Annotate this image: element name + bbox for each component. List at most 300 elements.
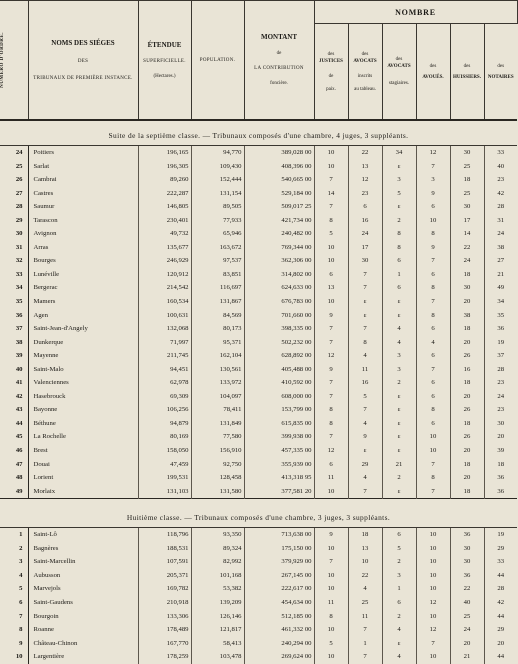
table-row (0, 444, 517, 458)
table-cell: ε (382, 430, 416, 444)
table-cell: 89,505 (191, 200, 244, 214)
table-cell: Hasebrouck (28, 390, 138, 404)
table-cell: 97,537 (191, 254, 244, 268)
table-cell: 7 (314, 173, 348, 187)
table-cell: 13 (314, 281, 348, 295)
table-cell: 9 (314, 528, 348, 542)
header-nombre: NOMBRE (314, 1, 517, 24)
table-cell: 133,306 (138, 610, 191, 624)
table-cell: 24 (348, 227, 382, 241)
table-cell: 23 (497, 176, 505, 184)
table-cell: 94,879 (138, 417, 191, 431)
table-cell: 20 (450, 444, 484, 458)
table-cell: 160,534 (138, 295, 191, 309)
table-cell: 12 (314, 349, 348, 363)
table-cell: 26 (450, 430, 484, 444)
table-cell: 7 (416, 485, 450, 499)
table-cell: 454,634 00 (244, 596, 314, 610)
table-cell: 10 (416, 610, 450, 624)
table-cell: 84,569 (191, 309, 244, 323)
table-cell: ε (382, 200, 416, 214)
table-cell: 12 (416, 596, 450, 610)
table-cell: 18 (450, 417, 484, 431)
table-cell: 36 (450, 569, 484, 583)
table-cell: 18 (450, 268, 484, 282)
table-cell: ε (382, 485, 416, 499)
table-row (0, 542, 517, 556)
table-cell: 25 (450, 610, 484, 624)
table-cell: 38 (497, 243, 505, 251)
table-cell: 80,169 (138, 430, 191, 444)
table-cell: 11 (348, 363, 382, 377)
table-cell: 25 (0, 160, 28, 174)
table-cell: 19 (497, 338, 505, 346)
table-cell: 9 (0, 637, 28, 651)
table-cell: 5 (382, 542, 416, 556)
table-cell: 44 (497, 653, 505, 661)
table-body (0, 120, 517, 664)
table-cell: 83,851 (191, 268, 244, 282)
table-cell: 529,184 00 (244, 187, 314, 201)
table-cell: ε (382, 637, 416, 651)
table-cell: 18 (450, 485, 484, 499)
table-cell: 131,103 (138, 485, 191, 499)
table-cell: 36 (0, 309, 28, 323)
table-cell: 210,918 (138, 596, 191, 610)
table-cell: 37 (0, 322, 28, 336)
table-row (0, 146, 517, 160)
table-cell: 222,617 00 (244, 582, 314, 596)
table-cell: 5 (348, 390, 382, 404)
table-cell: Mayenne (28, 349, 138, 363)
table-cell: 25 (450, 160, 484, 174)
table-cell: 12 (416, 623, 450, 637)
table-cell: 21 (382, 458, 416, 472)
table-cell: 10 (416, 430, 450, 444)
table-cell: 24 (497, 230, 505, 238)
table-cell: Béthune (28, 417, 138, 431)
table-cell: 33 (497, 558, 505, 566)
table-cell: 457,335 00 (244, 444, 314, 458)
table-cell: 30 (450, 281, 484, 295)
table-cell: 4 (348, 471, 382, 485)
table-cell: 10 (314, 542, 348, 556)
table-cell: 131,849 (191, 417, 244, 431)
table-cell: 9 (314, 363, 348, 377)
table-cell: 199,531 (138, 471, 191, 485)
table-cell: 40 (497, 162, 505, 170)
table-cell: 82,992 (191, 555, 244, 569)
table-cell: 89,260 (138, 173, 191, 187)
table-cell: 20 (450, 471, 484, 485)
table-cell: 461,332 00 (244, 623, 314, 637)
table-cell: 2 (382, 214, 416, 228)
table-cell: 10 (416, 214, 450, 228)
table-cell: 269,624 00 (244, 650, 314, 664)
table-header (0, 1, 517, 121)
table-cell: 7 (314, 322, 348, 336)
table-cell: 379,929 00 (244, 555, 314, 569)
table-cell: 377,581 20 (244, 485, 314, 499)
table-cell: 205,371 (138, 569, 191, 583)
table-cell: 58,413 (191, 637, 244, 651)
table-cell: 21 (497, 270, 505, 278)
table-cell: 153,799 00 (244, 403, 314, 417)
table-cell: 22 (450, 241, 484, 255)
table-cell: Bourges (28, 254, 138, 268)
table-row (0, 458, 517, 472)
table-cell: 26 (450, 349, 484, 363)
table-cell: Arras (28, 241, 138, 255)
table-cell: 169,782 (138, 582, 191, 596)
table-cell: 7 (314, 555, 348, 569)
section-title-row (0, 503, 517, 528)
table-cell: 10 (314, 241, 348, 255)
table-cell: 9 (416, 241, 450, 255)
table-row (0, 295, 517, 309)
table-row (0, 227, 517, 241)
table-cell: 21 (450, 650, 484, 664)
table-cell: 7 (416, 363, 450, 377)
table-cell: Morlaix (28, 485, 138, 499)
table-cell: Avignon (28, 227, 138, 241)
table-cell: 267,145 00 (244, 569, 314, 583)
table-cell: 43 (0, 403, 28, 417)
table-cell: 769,344 00 (244, 241, 314, 255)
table-cell: Bagnères (28, 542, 138, 556)
table-cell: Mamers (28, 295, 138, 309)
table-cell: 8 (416, 403, 450, 417)
table-cell: 47,459 (138, 458, 191, 472)
table-cell: 13 (348, 160, 382, 174)
table-cell: 120,912 (138, 268, 191, 282)
table-row (0, 268, 517, 282)
table-cell: 48 (0, 471, 28, 485)
table-cell: 139,209 (191, 596, 244, 610)
table-cell: 7 (348, 403, 382, 417)
table-cell: 240,482 00 (244, 227, 314, 241)
table-cell: Dunkerque (28, 336, 138, 350)
table-cell: 78,411 (191, 403, 244, 417)
table-row (0, 160, 517, 174)
table-row (0, 187, 517, 201)
table-cell: Castres (28, 187, 138, 201)
table-cell: 20 (450, 390, 484, 404)
table-cell: 135,677 (138, 241, 191, 255)
table-cell: 6 (314, 458, 348, 472)
table-cell: 103,478 (191, 650, 244, 664)
table-cell: 33 (0, 268, 28, 282)
table-cell: 10 (416, 650, 450, 664)
table-cell: Lorient (28, 471, 138, 485)
table-cell: 104,097 (191, 390, 244, 404)
header-justices: des JUSTICES de paix. (314, 24, 348, 121)
table-cell: 93,350 (191, 528, 244, 542)
header-numero: NUMÉRO D'ORDRE. (0, 1, 28, 121)
table-cell: 30 (450, 200, 484, 214)
table-cell: ε (382, 444, 416, 458)
table-cell: 18 (497, 460, 505, 468)
table-cell: 1 (382, 268, 416, 282)
table-cell: 6 (416, 349, 450, 363)
table-cell: 10 (416, 444, 450, 458)
table-cell: 29 (497, 544, 505, 552)
table-cell: 69,309 (138, 390, 191, 404)
table-cell: 8 (416, 281, 450, 295)
table-cell: 49,732 (138, 227, 191, 241)
table-cell: 701,660 00 (244, 309, 314, 323)
table-cell: 4 (348, 582, 382, 596)
table-cell: 27 (0, 187, 28, 201)
table-row (0, 173, 517, 187)
table-cell: 413,318 95 (244, 471, 314, 485)
table-row (0, 403, 517, 417)
table-cell: 2 (382, 471, 416, 485)
table-cell: 39 (497, 447, 505, 455)
table-cell: 33 (497, 149, 505, 156)
table-cell: 8 (348, 336, 382, 350)
table-cell: 77,933 (191, 214, 244, 228)
table-cell: 49 (0, 485, 28, 499)
table-cell: 2 (0, 542, 28, 556)
table-cell: 608,000 00 (244, 390, 314, 404)
table-cell: 23 (348, 187, 382, 201)
table-cell: 107,591 (138, 555, 191, 569)
table-cell: ε (348, 295, 382, 309)
table-cell: Largentière (28, 650, 138, 664)
table-cell: Tarascon (28, 214, 138, 228)
table-row (0, 471, 517, 485)
table-cell: 71,997 (138, 336, 191, 350)
table-cell: 178,489 (138, 623, 191, 637)
table-cell: 49 (497, 284, 505, 292)
table-cell: Saint-Marcellin (28, 555, 138, 569)
table-cell: 17 (450, 214, 484, 228)
table-cell: 18 (450, 376, 484, 390)
table-cell: 8 (416, 309, 450, 323)
table-cell: 8 (314, 610, 348, 624)
table-cell: 23 (497, 379, 505, 387)
table-cell: 30 (450, 555, 484, 569)
table-cell: 7 (348, 623, 382, 637)
table-cell: 29 (348, 458, 382, 472)
table-cell: 5 (314, 637, 348, 651)
table-row (0, 376, 517, 390)
table-cell: 34 (382, 146, 416, 160)
table-cell: 146,805 (138, 200, 191, 214)
table-cell: 196,305 (138, 160, 191, 174)
table-cell: 30 (497, 419, 505, 427)
table-cell: 95,371 (191, 336, 244, 350)
table-cell: 23 (497, 406, 505, 414)
table-cell: 6 (382, 528, 416, 542)
table-cell: 14 (450, 227, 484, 241)
table-cell: 12 (416, 146, 450, 160)
table-cell: 45 (0, 430, 28, 444)
table-cell: 6 (348, 200, 382, 214)
table-cell: 4 (348, 349, 382, 363)
table-cell: 4 (382, 650, 416, 664)
table-cell: Bergerac (28, 281, 138, 295)
table-cell: 42 (497, 598, 505, 606)
table-cell: 39 (0, 349, 28, 363)
table-cell: 6 (0, 596, 28, 610)
table-row (0, 390, 517, 404)
table-cell: 8 (416, 227, 450, 241)
table-cell: 28 (497, 365, 505, 373)
table-cell: 9 (314, 309, 348, 323)
table-cell: 7 (416, 458, 450, 472)
table-cell: 4 (416, 336, 450, 350)
table-cell: 38 (0, 336, 28, 350)
table-cell: Saumur (28, 200, 138, 214)
table-cell: 2 (382, 376, 416, 390)
table-cell: 20 (450, 637, 484, 651)
table-cell: 7 (348, 485, 382, 499)
table-cell: 3 (382, 363, 416, 377)
table-row (0, 241, 517, 255)
table-cell: 4 (348, 417, 382, 431)
table-cell: Agen (28, 309, 138, 323)
table-cell: 132,068 (138, 322, 191, 336)
table-cell: 30 (450, 146, 484, 160)
table-cell: 27 (497, 257, 505, 265)
table-cell: 7 (348, 268, 382, 282)
header-montant: MONTANT de LA CONTRIBUTION foncière. (244, 1, 314, 121)
table-cell: 36 (450, 528, 484, 542)
table-cell: 362,306 00 (244, 254, 314, 268)
table-cell: 80,173 (191, 322, 244, 336)
section-title: Suite de la septième classe. — Tribunaux composés d'une chambre, 4 juges, 3 suppléants. (0, 120, 517, 146)
table-cell: 11 (348, 610, 382, 624)
table-cell: 3 (382, 569, 416, 583)
table-cell: 16 (348, 376, 382, 390)
table-cell: 28 (497, 585, 505, 593)
table-cell: 11 (314, 596, 348, 610)
table-cell: 40 (450, 596, 484, 610)
table-cell: 7 (416, 160, 450, 174)
table-cell: 30 (348, 254, 382, 268)
header-huissiers: des HUISSIERS. (450, 24, 484, 121)
table-cell: 14 (314, 187, 348, 201)
table-cell: 20 (497, 433, 505, 441)
table-cell: 628,892 00 (244, 349, 314, 363)
table-cell: 130,561 (191, 363, 244, 377)
table-row (0, 349, 517, 363)
header-avocats-stagiaires: des AVOCATS stagiaires. (382, 24, 416, 121)
table-cell: 152,444 (191, 173, 244, 187)
table-cell: 188,531 (138, 542, 191, 556)
table-cell: 7 (314, 336, 348, 350)
table-cell: 6 (416, 200, 450, 214)
table-row (0, 336, 517, 350)
table-cell: ε (382, 390, 416, 404)
table-cell: 1 (0, 528, 28, 542)
table-cell: 10 (348, 555, 382, 569)
table-cell: 133,972 (191, 376, 244, 390)
table-cell: 24 (450, 623, 484, 637)
table-cell: Cambrai (28, 173, 138, 187)
table-row (0, 430, 517, 444)
table-cell: 131,580 (191, 485, 244, 499)
table-cell: Aubusson (28, 569, 138, 583)
table-cell: Lunéville (28, 268, 138, 282)
table-cell: 24 (450, 254, 484, 268)
table-cell: 7 (314, 390, 348, 404)
table-cell: 126,146 (191, 610, 244, 624)
table-cell: Saint-Malo (28, 363, 138, 377)
table-cell: Sarlat (28, 160, 138, 174)
table-cell: 7 (348, 322, 382, 336)
header-avoues: des AVOUÉS. (416, 24, 450, 121)
table-cell: 20 (450, 295, 484, 309)
table-cell: 624,633 00 (244, 281, 314, 295)
table-cell: 35 (497, 311, 505, 319)
table-row (0, 528, 517, 542)
table-cell: 1 (348, 637, 382, 651)
table-cell: 65,946 (191, 227, 244, 241)
table-cell: La Rochelle (28, 430, 138, 444)
table-cell: Saint-Lô (28, 528, 138, 542)
table-cell: 4 (0, 569, 28, 583)
table-cell: 2 (382, 610, 416, 624)
table-cell: Saint-Gaudens (28, 596, 138, 610)
table-cell: 118,796 (138, 528, 191, 542)
table-row (0, 417, 517, 431)
table-cell: 6 (416, 417, 450, 431)
table-cell: 162,104 (191, 349, 244, 363)
table-row (0, 650, 517, 664)
table-cell: 399,938 00 (244, 430, 314, 444)
table-cell: 30 (450, 542, 484, 556)
table-row (0, 569, 517, 583)
table-cell: 6 (416, 376, 450, 390)
table-cell: 36 (497, 487, 505, 495)
table-row (0, 214, 517, 228)
table-cell: 36 (497, 474, 505, 482)
table-cell: 18 (450, 173, 484, 187)
table-cell: 3 (416, 173, 450, 187)
table-cell: 25 (348, 596, 382, 610)
table-cell: ε (348, 309, 382, 323)
table-cell: 109,430 (191, 160, 244, 174)
table-row (0, 200, 517, 214)
table-row (0, 322, 517, 336)
table-cell: 35 (0, 295, 28, 309)
table-row (0, 555, 517, 569)
table-cell: 6 (314, 268, 348, 282)
table-cell: 676,783 00 (244, 295, 314, 309)
table-cell: 31 (497, 216, 505, 224)
table-row (0, 610, 517, 624)
table-cell: 131,154 (191, 187, 244, 201)
table-cell: Roanne (28, 623, 138, 637)
table-cell: 17 (348, 241, 382, 255)
table-cell: 10 (416, 542, 450, 556)
table-cell: 28 (0, 200, 28, 214)
table-cell: ε (382, 160, 416, 174)
table-cell: 8 (382, 241, 416, 255)
table-cell: 42 (0, 390, 28, 404)
table-cell: ε (382, 309, 416, 323)
table-cell: 421,734 00 (244, 214, 314, 228)
table-cell: 230,401 (138, 214, 191, 228)
table-cell: 5 (382, 187, 416, 201)
table-cell: 398,335 00 (244, 322, 314, 336)
table-cell: 40 (0, 363, 28, 377)
table-row (0, 623, 517, 637)
table-cell: 540,665 00 (244, 173, 314, 187)
